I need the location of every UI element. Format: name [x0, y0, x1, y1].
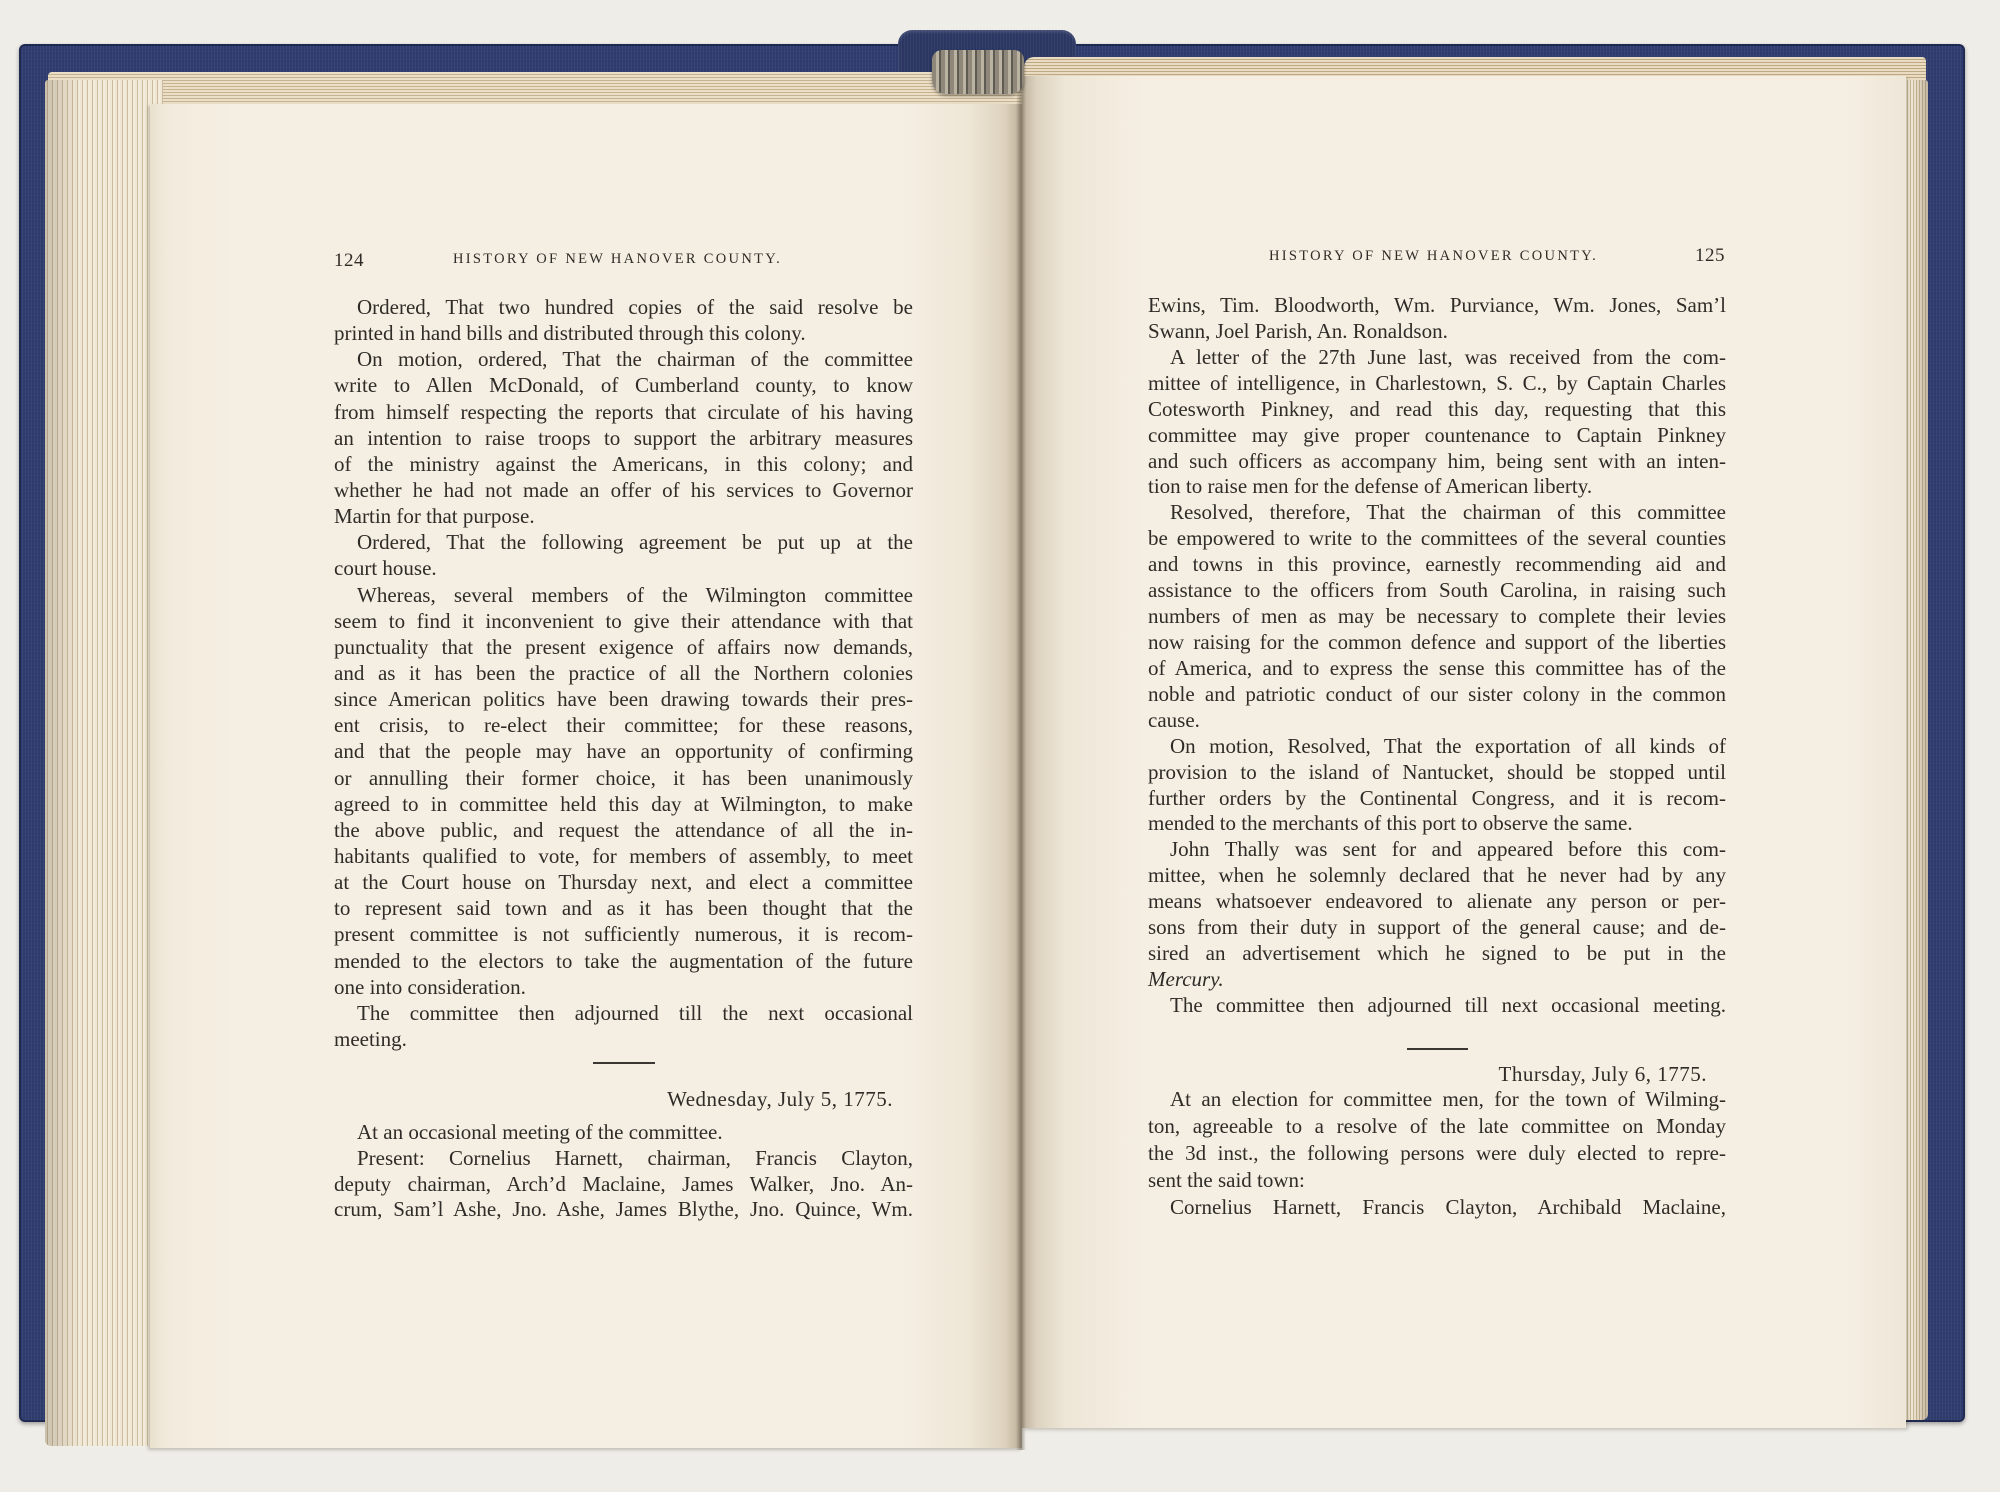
- text-line: further orders by the Continental Congress, and it is recom-: [1148, 785, 1726, 810]
- headband: [932, 50, 1024, 94]
- page-number: 124: [334, 250, 364, 271]
- text-line: mended to the merchants of this port to observe the same.: [1148, 811, 1633, 836]
- text-line: committee may give proper countenance to Captain Pinkney: [1148, 422, 1726, 447]
- text-line: printed in hand bills and distributed through this colony.: [334, 321, 806, 346]
- text-line: sired an advertisement which he signed to be put in the: [1148, 941, 1726, 966]
- text-line: habitants qualified to vote, for members of assembly, to meet: [334, 843, 913, 868]
- text-line: mended to the electors to take the augmentation of the future: [334, 948, 913, 973]
- text-line: write to Allen McDonald, of Cumberland county, to know: [334, 373, 913, 398]
- text-line: Present: Cornelius Harnett, chairman, Francis Clayton,: [357, 1145, 913, 1170]
- running-head: HISTORY OF NEW HANOVER COUNTY.: [1269, 248, 1599, 264]
- text-line: agreed to in committee held this day at Wilmington, to make: [334, 791, 913, 816]
- text-line: ent crisis, to re-elect their committee; for these reasons,: [334, 713, 913, 738]
- text-line: to represent said town and as it has been thought that the: [334, 896, 913, 921]
- text-line: tion to raise men for the defense of American liberty.: [1148, 474, 1593, 499]
- text-line: and that the people may have an opportunity of confirming: [334, 739, 913, 764]
- text-line: meeting.: [334, 1026, 407, 1051]
- text-line: and as it has been the practice of all the Northern colonies: [334, 660, 913, 685]
- text-line: an intention to raise troops to support the arbitrary measures: [334, 425, 913, 450]
- text-line: present committee is not sufficiently numerous, it is recom-: [334, 922, 913, 947]
- text-line: of the ministry against the Americans, in this colony; and: [334, 451, 913, 476]
- text-line: ton, agreeable to a resolve of the late committee on Monday: [1148, 1114, 1726, 1138]
- text-line: means whatsoever endeavored to alienate any person or per-: [1148, 889, 1726, 914]
- text-line: now raising for the common defence and support of the liberties: [1148, 629, 1726, 654]
- text-line: of America, and to express the sense this committee has of the: [1148, 655, 1726, 680]
- text-line: mittee of intelligence, in Charlestown, S. C., by Captain Charles: [1148, 370, 1726, 395]
- section-rule: [1407, 1048, 1468, 1050]
- page-edges-top-left: [48, 72, 1023, 106]
- body-text: [1148, 293, 1726, 1019]
- text-line: The committee then adjourned till next occasional meeting.: [1170, 992, 1726, 1017]
- text-line: On motion, Resolved, That the exportation of all kinds of: [1170, 733, 1726, 758]
- left-page: [150, 104, 1022, 1448]
- running-head: HISTORY OF NEW HANOVER COUNTY.: [453, 251, 783, 267]
- text-line: and towns in this province, earnestly recommending aid and: [1148, 552, 1726, 577]
- entry-text: [334, 1120, 913, 1223]
- text-line: punctuality that the present exigence of affairs now demands,: [334, 634, 913, 659]
- text-line: sons from their duty in support of the general cause; and de-: [1148, 915, 1726, 940]
- text-line: At an occasional meeting of the committee.: [357, 1120, 723, 1144]
- text-line: or annulling their former choice, it has been unanimously: [334, 765, 913, 790]
- text-line: Swann, Joel Parish, An. Ronaldson.: [1148, 318, 1448, 343]
- text-line: from himself respecting the reports that circulate of his having: [334, 399, 913, 424]
- text-line: since American politics have been drawing towards their pres-: [334, 687, 913, 712]
- text-line: numbers of men as may be necessary to complete their levies: [1148, 604, 1726, 629]
- text-line: seem to find it inconvenient to give their attendance with that: [334, 608, 913, 633]
- text-line: crum, Sam’l Ashe, Jno. Ashe, James Blythe, Jno. Quince, Wm.: [334, 1197, 913, 1222]
- text-line: provision to the island of Nantucket, should be stopped until: [1148, 759, 1726, 784]
- text-line: assistance to the officers from South Carolina, in raising such: [1148, 578, 1726, 603]
- body-text: [334, 294, 913, 1052]
- text-line: A letter of the 27th June last, was received from the com-: [1170, 344, 1726, 369]
- text-line: be empowered to write to the committees of the several counties: [1148, 526, 1726, 551]
- text-line: John Thally was sent for and appeared before this com-: [1170, 837, 1726, 862]
- text-line: one into consideration.: [334, 974, 526, 999]
- text-line: Cornelius Harnett, Francis Clayton, Archibald Maclaine,: [1170, 1195, 1726, 1219]
- text-line: The committee then adjourned till the next occasional: [357, 1000, 913, 1025]
- text-line: Mercury.: [1148, 966, 1224, 991]
- text-line: mittee, when he solemnly declared that he never had by any: [1148, 863, 1726, 888]
- entry-date: Thursday, July 6, 1775.: [1498, 1062, 1707, 1086]
- text-line: Martin for that purpose.: [334, 504, 535, 529]
- text-line: sent the said town:: [1148, 1168, 1305, 1192]
- text-line: Whereas, several members of the Wilmington committee: [357, 582, 913, 607]
- text-line: Cotesworth Pinkney, and read this day, requesting that this: [1148, 396, 1726, 421]
- text-line: noble and patriotic conduct of our sister colony in the common: [1148, 681, 1726, 706]
- text-line: deputy chairman, Arch’d Maclaine, James Walker, Jno. An-: [334, 1171, 913, 1196]
- entry-text: [1148, 1086, 1726, 1221]
- text-line: At an election for committee men, for the town of Wilming-: [1170, 1087, 1726, 1111]
- gutter-shadow: [1016, 64, 1026, 1450]
- entry-date: Wednesday, July 5, 1775.: [667, 1087, 893, 1111]
- text-line: cause.: [1148, 707, 1200, 732]
- text-line: at the Court house on Thursday next, and elect a committee: [334, 870, 913, 895]
- text-line: On motion, ordered, That the chairman of the committee: [357, 347, 913, 372]
- text-line: and such officers as accompany him, being sent with an inten-: [1148, 448, 1726, 473]
- text-line: Ordered, That two hundred copies of the said resolve be: [357, 295, 913, 319]
- section-rule: [593, 1062, 655, 1064]
- page-edges-left: [45, 80, 163, 1446]
- text-line: whether he had not made an offer of his services to Governor: [334, 477, 913, 502]
- text-line: the above public, and request the attendance of all the in-: [334, 817, 913, 842]
- text-line: the 3d inst., the following persons were duly elected to repre-: [1148, 1141, 1726, 1165]
- text-line: court house.: [334, 556, 437, 581]
- right-page: [1022, 76, 1906, 1428]
- text-line: Resolved, therefore, That the chairman of this committee: [1170, 500, 1726, 525]
- page-number: 125: [1695, 245, 1725, 266]
- text-line: Ordered, That the following agreement be put up at the: [357, 530, 913, 555]
- text-line: Ewins, Tim. Bloodworth, Wm. Purviance, Wm. Jones, Sam’l: [1148, 293, 1726, 317]
